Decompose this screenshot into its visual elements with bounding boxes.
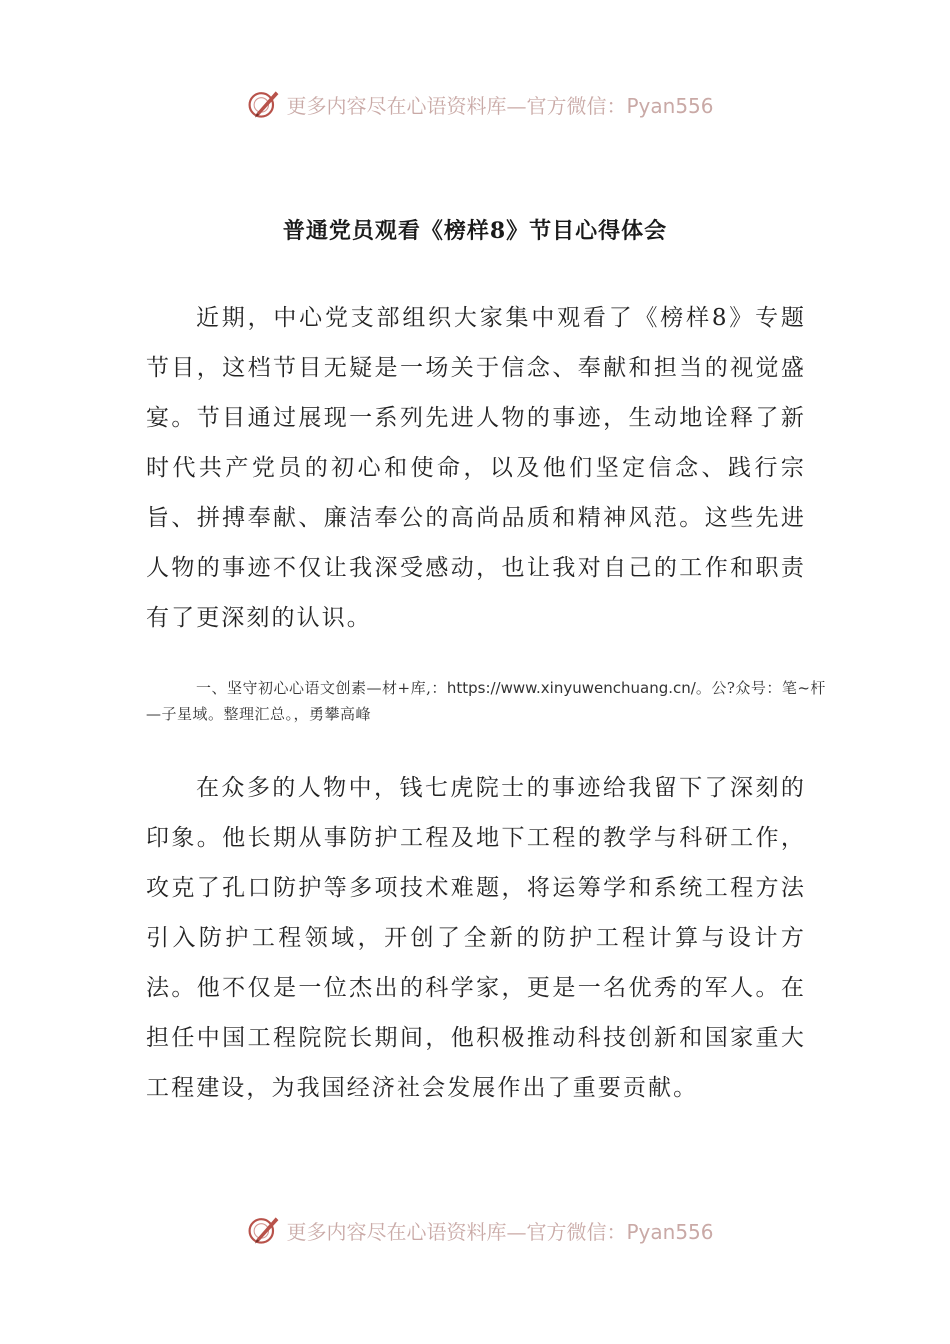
header-banner-text: 更多内容尽在心语资料库—官方微信：Pyan556 <box>286 93 714 118</box>
footer-wechat-id: Pyan556 <box>626 1219 714 1244</box>
section-note-suffix: 。公?众号：笔~杆—子星域。整理汇总。，勇攀高峰 <box>146 679 826 723</box>
section-heading-note <box>146 675 826 727</box>
pen-logo-icon <box>246 86 282 122</box>
footer-banner-text: 更多内容尽在心语资料库—官方微信：Pyan556 <box>286 1219 714 1244</box>
footer-watermark-banner <box>0 1210 950 1250</box>
section-note-prefix: 一、坚守初心心语文创素—材+库,： <box>196 679 447 697</box>
body-paragraph-1: 近期，中心党支部组织大家集中观看了《榜样8》专题节目，这档节目无疑是一场关于信念、奉献和担当的视觉盛宴。节目通过展现一系列先进人物的事迹，生动地诠释了新时代共产党员的初心和使命，以及他们坚定信念、践行宗旨、拼搏奉献、廉洁奉公的高尚品质和精神风范。这些先进人物的事迹不仅让我深受感动，也让我对自己的工作和职责有了更深刻的认识。 <box>146 305 806 631</box>
document-title: 普通党员观看《榜样8》节目心得体会 <box>282 218 668 244</box>
pen-logo-icon <box>246 1212 282 1248</box>
body-paragraph-2: 在众多的人物中，钱七虎院士的事迹给我留下了深刻的印象。他长期从事防护工程及地下工程的教学与科研工作，攻克了孔口防护等多项技术难题，将运筹学和系统工程方法引入防护工程领域，开创了全新的防护工程计算与设计方法。他不仅是一位杰出的科学家，更是一名优秀的军人。在担任中国工程院院长期间，他积极推动科技创新和国家重大工程建设，为我国经济社会发展作出了重要贡献。 <box>146 775 806 1101</box>
footer-banner-content <box>246 1212 713 1248</box>
section-note-url: https://www.xinyuwenchuang.cn/ <box>446 679 696 697</box>
header-banner-content <box>246 86 713 122</box>
header-watermark-banner <box>0 84 950 124</box>
header-wechat-id: Pyan556 <box>626 93 714 118</box>
